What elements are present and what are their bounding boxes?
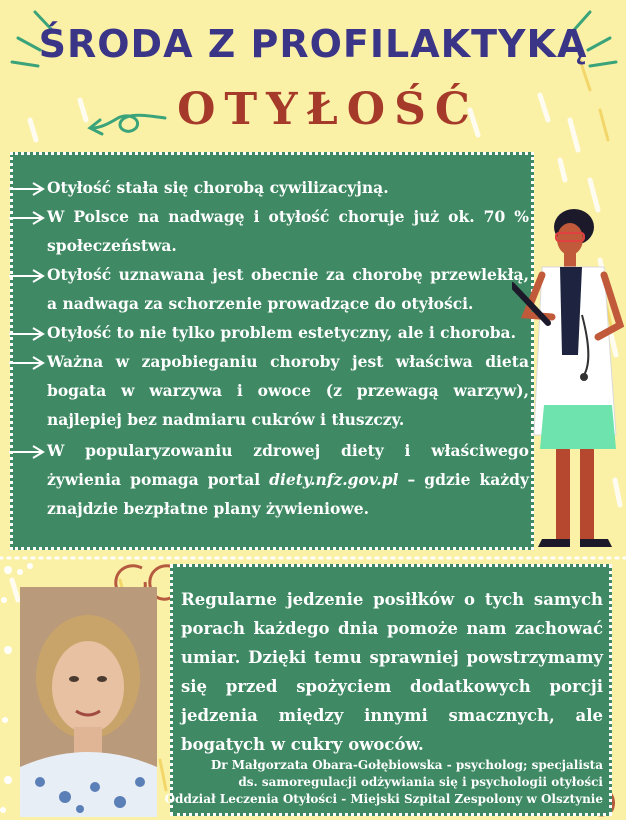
- arrow-icon: [7, 356, 47, 370]
- arrow-icon: [7, 445, 47, 459]
- doctor-illustration: [512, 205, 624, 550]
- fact-text: Otyłość uznawana jest obecnie za chorobę przewlekłą, a nadwaga za schorzenie prowadzące do otyłości.: [47, 265, 529, 313]
- fact-text: W Polsce na nadwagę i otyłość choruje już ok. 70 % społeczeństwa.: [47, 207, 529, 255]
- author-line-3: Oddział Leczenia Otyłości - Miejski Szpital Zespolony w Olsztynie: [164, 792, 603, 806]
- quote-panel: [164, 564, 612, 816]
- fact-text: Ważna w zapobieganiu choroby jest właściwa dieta bogata w warzywa i owoce (z przewagą warzyw), najlepiej bez nadmiaru cukrów i tłuszczy.: [47, 352, 529, 429]
- curly-arrow-icon: [90, 115, 165, 134]
- facts-panel: [10, 152, 534, 550]
- portrait-photo: [20, 587, 157, 817]
- author-line-1: Dr Małgorzata Obara-Gołębiowska - psycholog; specjalista: [210, 758, 603, 772]
- fact-item: [13, 347, 537, 434]
- author-line-2: ds. samoregulacji odżywiania się i psychologii otyłości: [238, 775, 603, 789]
- fact-text-before: W popularyzowaniu zdrowej diety i właściwego żywienia pomaga portal: [47, 441, 529, 489]
- arrow-icon: [7, 211, 47, 225]
- fact-text: Otyłość stała się chorobą cywilizacyjną.: [47, 178, 389, 197]
- fact-text: [13, 436, 537, 523]
- page-subtitle: OTYŁOŚĆ: [177, 84, 479, 135]
- quote-text: Regularne jedzenie posiłków o tych samych porach każdego dnia pomoże nam zachować umiar. Dzięki temu sprawniej powstrzymamy się przed spożyciem dodatkowych porcji jedzenia między innymi smacznych, ale bogatych w cukry owoców.: [181, 590, 603, 754]
- fact-item: [13, 318, 537, 347]
- fact-text-after: – gdzie każdy znajdzie bezpłatne plany żywieniowe.: [47, 470, 529, 518]
- portal-link[interactable]: diety.nfz.gov.pl: [269, 470, 399, 489]
- page-title: ŚRODA Z PROFILAKTYKĄ: [38, 22, 588, 66]
- fact-item: [13, 173, 537, 202]
- arrow-icon: [7, 269, 47, 283]
- fact-text: Otyłość to nie tylko problem estetyczny, ale i choroba.: [47, 323, 516, 342]
- fact-item: [13, 260, 537, 318]
- arrow-icon: [7, 327, 47, 341]
- arrow-icon: [7, 182, 47, 196]
- fact-item: [13, 436, 537, 523]
- fact-item: [13, 202, 537, 260]
